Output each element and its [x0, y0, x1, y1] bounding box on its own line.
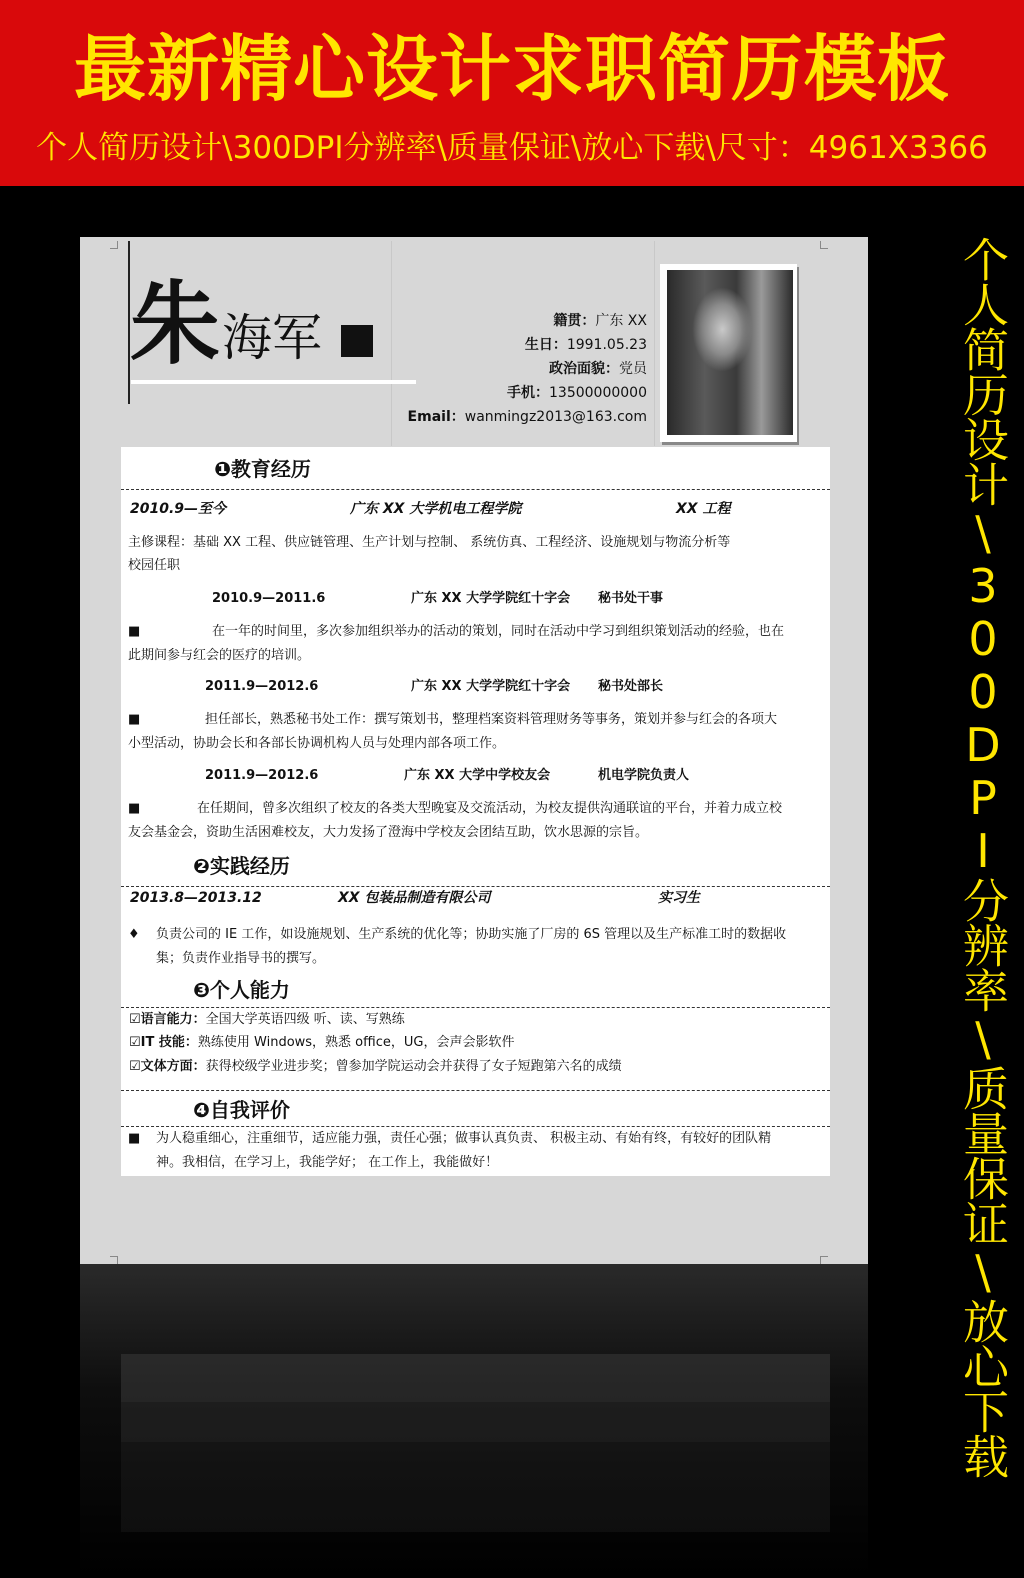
crop-mark: [110, 1256, 118, 1264]
education-period: 2010.9—至今: [130, 501, 227, 517]
bullet-icon: ■: [128, 624, 141, 639]
reflection-block: [121, 1402, 830, 1442]
ability-language: ☑语言能力：全国大学英语四级 听、读、写熟练: [129, 1012, 405, 1027]
divider: [121, 1126, 830, 1127]
role-org: 广东 XX 大学学院红十字会: [411, 679, 571, 694]
role-desc: 友会基金会，资助生活困难校友，大力发扬了澄海中学校友会团结互助，饮水思源的宗旨。: [128, 825, 649, 840]
role-period: 2011.9—2012.6: [205, 768, 319, 783]
practice-desc: 负责公司的 IE 工作，如设施规划、生产系统的优化等；协助实施了厂房的 6S 管理以及生产标准工时的数据收: [156, 927, 787, 942]
info-birthday: 生日：1991.05.23: [524, 337, 647, 353]
role-org: 广东 XX 大学学院红十字会: [411, 591, 571, 606]
education-title: ❶教育经历: [214, 457, 311, 481]
banner-subtitle: 个人简历设计\300DPI分辨率\质量保证\放心下载\尺寸：4961X3366: [36, 130, 988, 166]
bullet-icon: ■: [128, 1131, 141, 1146]
divider: [121, 1090, 830, 1091]
info-phone: 手机：13500000000: [507, 385, 647, 401]
practice-position: 实习生: [658, 890, 700, 906]
crop-mark: [820, 1256, 828, 1264]
practice-period: 2013.8—2013.12: [130, 890, 262, 906]
role-desc: 在任期间，曾多次组织了校友的各类大型晚宴及交流活动，为校友提供沟通联谊的平台，并着力成立校: [197, 801, 783, 816]
evaluation-title: ❹自我评价: [193, 1098, 290, 1122]
bullet-icon: ■: [128, 801, 141, 816]
education-major: XX 工程: [676, 501, 731, 517]
role-period: 2011.9—2012.6: [205, 679, 319, 694]
practice-title: ❷实践经历: [193, 854, 290, 878]
bullet-icon: ■: [128, 712, 141, 727]
portrait-photo: [667, 270, 793, 435]
role-post: 秘书处干事: [598, 591, 664, 606]
divider: [121, 1007, 830, 1008]
practice-desc: 集；负责作业指导书的撰写。: [156, 951, 326, 966]
reflection-block: [121, 1354, 830, 1402]
info-email: Email：wanmingz2013@163.com: [407, 409, 647, 425]
education-school: 广东 XX 大学机电工程学院: [350, 501, 522, 517]
reflection-block: [121, 1442, 830, 1532]
info-political-status: 政治面貌：党员: [549, 361, 647, 377]
info-hometown: 籍贯：广东 XX: [553, 313, 647, 329]
crop-mark: [110, 241, 118, 249]
evaluation-text: 为人稳重细心，注重细节，适应能力强，责任心强；做事认真负责、 积极主动、有始有终，有较好的团队精: [156, 1131, 772, 1146]
banner-title: 最新精心设计求职简历模板: [73, 27, 950, 111]
top-banner: [0, 0, 1024, 186]
role-org: 广东 XX 大学中学校友会: [404, 768, 551, 783]
role-desc: 在一年的时间里，多次参加组织举办的活动的策划，同时在活动中学习到组织策划活动的经验，也在: [212, 624, 785, 639]
ability-sports: ☑文体方面：获得校级学业进步奖；曾参加学院运动会并获得了女子短跑第六名的成绩: [129, 1059, 622, 1074]
practice-company: XX 包装品制造有限公司: [338, 890, 491, 906]
education-courses: 主修课程：基础 XX 工程、供应链管理、生产计划与控制、 系统仿真、工程经济、设施规划与物流分析等: [128, 535, 731, 550]
ability-title: ❸个人能力: [193, 978, 290, 1002]
divider: [121, 489, 830, 490]
diamond-bullet-icon: ♦: [128, 927, 140, 942]
ability-it: ☑IT 技能：熟练使用 Windows，熟悉 office，UG，会声会影软件: [129, 1035, 515, 1050]
role-period: 2010.9—2011.6: [212, 591, 326, 606]
evaluation-text: 神。我相信，在学习上，我能学好； 在工作上，我能做好！: [156, 1155, 499, 1170]
name-given: 海军: [222, 309, 322, 367]
name-surname: 朱: [130, 272, 220, 377]
crop-mark: [820, 241, 828, 249]
role-post: 秘书处部长: [598, 679, 664, 694]
role-desc: 此期间参与红会的医疗的培训。: [128, 648, 311, 663]
header-divider: [654, 241, 655, 446]
role-post: 机电学院负责人: [598, 768, 690, 783]
campus-roles-label: 校园任职: [128, 558, 181, 573]
role-desc: 小型活动，协助会长和各部长协调机构人员与处理内部各项工作。: [128, 736, 506, 751]
divider: [121, 886, 830, 887]
role-desc: 担任部长，熟悉秘书处工作：撰写策划书，整理档案资料管理财务等事务，策划并参与红会的各项大: [205, 712, 778, 727]
side-vertical-text: 个人简历设计\300DPI分辨率\质量保证\放心下载: [956, 236, 1010, 1478]
